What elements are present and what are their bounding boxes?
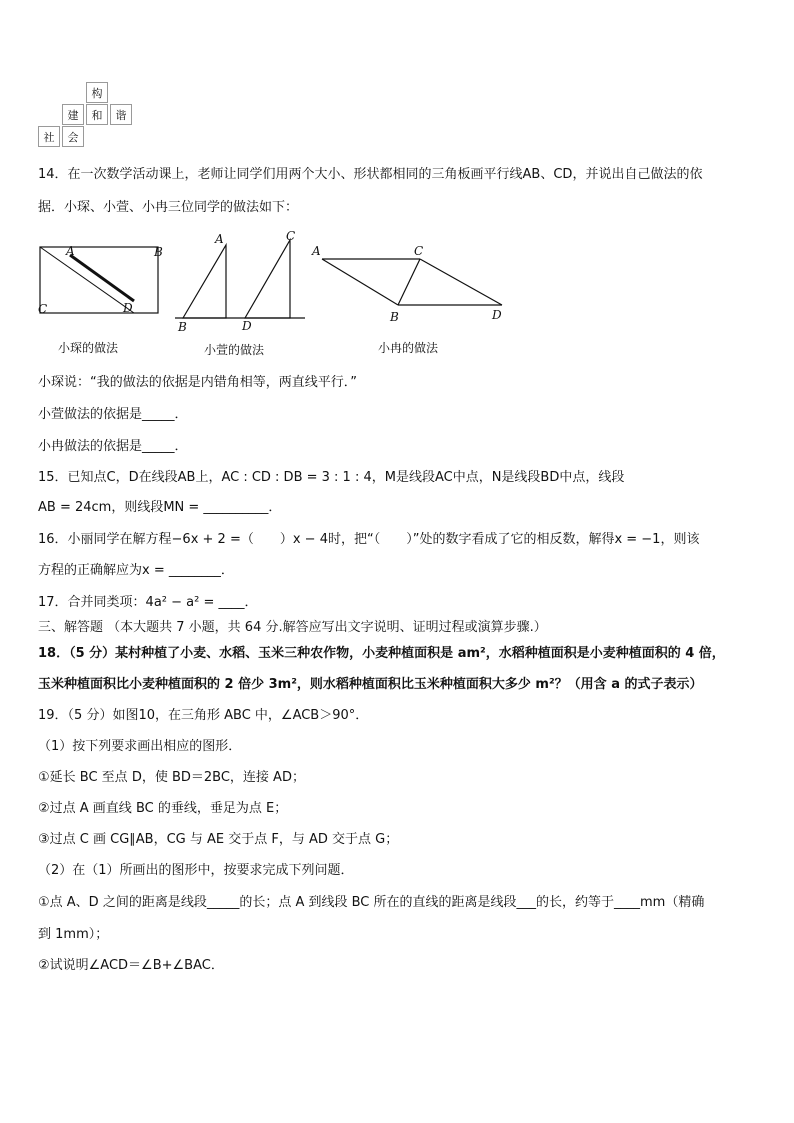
diagonal-line	[40, 247, 134, 313]
label-a: A	[312, 244, 321, 258]
section3-heading: 三、解答题 （本大题共 7 小题，共 64 分.解答应写出文字说明、证明过程或演算步骤.）	[38, 620, 547, 635]
net-cell: 社	[38, 126, 60, 147]
segment-bc	[398, 259, 420, 305]
label-c: C	[414, 244, 424, 258]
label-b: B	[178, 320, 187, 334]
triangle-right	[245, 240, 290, 318]
net-cell: 构	[86, 82, 108, 103]
q19-step3: ③过点 C 画 CG∥AB，CG 与 AE 交于点 F，与 AD 交于点 G；	[38, 832, 399, 847]
net-cell: 谐	[110, 104, 132, 125]
q18-line2: 玉米种植面积比小麦种植面积的 2 倍少 3m²，则水稻种植面积比玉米种植面积大多少 m²？（用含 a 的式子表示）	[38, 677, 703, 692]
q19-question1-line2: 到 1mm）；	[38, 927, 109, 942]
label-b: B	[390, 310, 399, 324]
caption-xiaoxuan: 小萱的做法	[204, 343, 265, 357]
label-a: A	[66, 244, 75, 258]
caption-xiaoran: 小冉的做法	[378, 341, 439, 355]
figure-xiaochen	[38, 244, 163, 316]
q14-line2: 据．小琛、小萱、小冉三位同学的做法如下：	[38, 200, 299, 215]
q19-question2: ②试说明∠ACD＝∠B+∠BAC．	[38, 958, 224, 973]
rectangle-shape	[40, 247, 158, 313]
figure-xiaoxuan	[175, 229, 305, 334]
net-cell: 和	[86, 104, 108, 125]
net-cell: 会	[62, 126, 84, 147]
segment-cd	[420, 259, 502, 305]
label-a: A	[215, 232, 224, 246]
q16-line1: 16．小丽同学在解方程−6x + 2 =（ ）x − 4时，把“（ ）”处的数字看成了它的相反数，解得x = −1，则该	[38, 532, 700, 547]
q14-line1: 14．在一次数学活动课上，老师让同学们用两个大小、形状都相同的三角板画平行线AB、CD，并说出自己做法的依	[38, 167, 703, 182]
q17-line1: 17．合并同类项：4a² − a² = ____．	[38, 595, 258, 610]
caption-xiaochen: 小琛的做法	[58, 341, 119, 355]
triangle-left	[183, 245, 226, 318]
q14-statement: 小琛说：“我的做法的依据是内错角相等，两直线平行．”	[38, 375, 357, 390]
figure-xiaoran	[311, 244, 502, 324]
q14-ran: 小冉做法的依据是_____．	[38, 439, 188, 454]
q19-step2: ②过点 A 画直线 BC 的垂线，垂足为点 E；	[38, 801, 288, 816]
q19-part1: （1）按下列要求画出相应的图形．	[38, 739, 242, 754]
q19-step1: ①延长 BC 至点 D，使 BD＝2BC，连接 AD；	[38, 770, 305, 785]
q15-line2: AB = 24cm，则线段MN = __________．	[38, 500, 282, 515]
label-d: D	[242, 319, 252, 333]
segment-ad	[70, 255, 134, 301]
net-cell: 建	[62, 104, 84, 125]
q19-line1: 19．（5 分）如图10，在三角形 ABC 中，∠ACB＞90°．	[38, 708, 369, 723]
q14-xuan: 小萱做法的依据是_____．	[38, 407, 188, 422]
label-d: D	[492, 308, 502, 322]
label-c: C	[38, 302, 48, 316]
q19-question1-line1: ①点 A、D 之间的距离是线段_____的长；点 A 到线段 BC 所在的直线的距离是线段___的长，约等于____mm（精确	[38, 895, 705, 910]
segment-ab	[322, 259, 398, 305]
q18-line1: 18．（5 分）某村种植了小麦、水稻、玉米三种农作物，小麦种植面积是 am²，水稻种植面积是小麦种植面积的 4 倍，	[38, 646, 725, 661]
label-c: C	[286, 229, 296, 243]
q19-part2: （2）在（1）所画出的图形中，按要求完成下列问题．	[38, 863, 354, 878]
label-b: B	[154, 245, 163, 259]
q15-line1: 15．已知点C，D在线段AB上，AC : CD : DB = 3 : 1 : 4，M是线段AC中点，N是线段BD中点，线段	[38, 470, 625, 485]
q16-line2: 方程的正确解应为x = ________．	[38, 563, 234, 578]
label-d: D	[123, 301, 133, 315]
